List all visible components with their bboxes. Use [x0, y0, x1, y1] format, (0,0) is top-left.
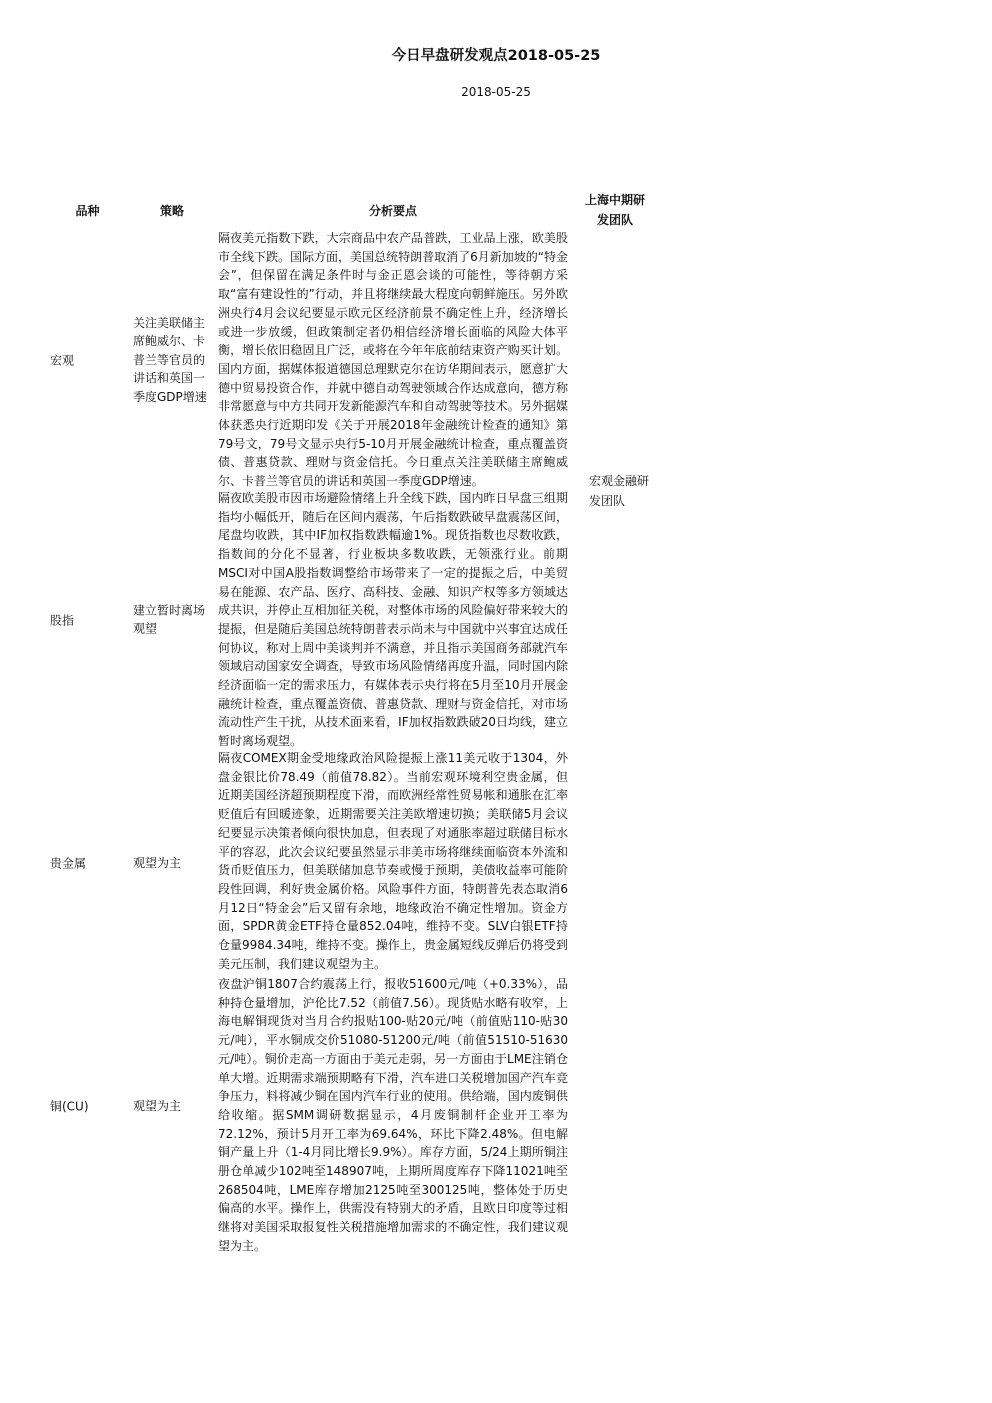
column-header-strategy: 策略 — [159, 204, 184, 218]
table-row-precious-metals — [0, 749, 992, 976]
variety-cell: 铜(CU) — [50, 1099, 89, 1113]
analysis-cell: 隔夜美元指数下跌，大宗商品中农产品普跌，工业品上涨，欧美股市全线下跌。国际方面，美国总统特朗普取消了6月新加坡的“特金会”，但保留在满足条件时与金正恩会谈的可能性，等待朝方采取“富有建设性的”行动，并且将继续最大程度向朝鲜施压。另外欧洲央行4月会议纪要显示欧元区经济前景不确定性上升，经济增长或进一步放缓，但政策制定者仍相信经济增长面临的风险大体平衡，增长依旧稳固且广泛，或将在今年年底前结束资产购买计划。国内方面，据媒体报道德国总理默克尔在访华期间表示，愿意扩大德中贸易投资合作，并就中德自动驾驶领域合作达成意向，德方称非常愿意与中方共同开发新能源汽车和自动驾驶等技术。另外据媒体获悉央行近期印发《关于开展2018年金融统计检查的通知》第79号文，79号文显示央行5-10月开展金融统计检查，重点覆盖资债、普惠贷款、理财与资金信托。今日重点关注美联储主席鲍威尔、卡普兰等官员的讲话和英国一季度GDP增速。 — [218, 231, 568, 489]
strategy-cell: 关注美联储主席鲍威尔、卡普兰等官员的讲话和英国一季度GDP增速 — [133, 315, 207, 404]
table-row-copper — [0, 975, 992, 1253]
strategy-cell: 观望为主 — [133, 855, 182, 870]
analysis-cell: 夜盘沪铜1807合约震荡上行，报收51600元/吨（+0.33%），品种持仓量增加，沪伦比7.52（前值7.56）。现货贴水略有收窄，上海电解铜现货对当月合约报贴100-贴20元/吨（前值贴110-贴30元/吨），平水铜成交价51080-51200元/吨（前值51510-51630元/吨）。铜价走高一方面由于美元走弱，另一方面由于LME注销仓单大增。近期需求端预期略有下滑，汽车进口关税增加国产汽车竞争压力，料将减少铜在国内汽车行业的使用。供给端，国内废铜供给收缩。据SMM调研数据显示，4月废铜制杆企业开工率为72.12%，预计5月开工率为69.64%，环比下降2.48%。但电解铜产量上升（1-4月同比增长9.9%）。库存方面，5/24上期所铜注册仓单减少102吨至148907吨，上期所周度库存下降11021吨至268504吨，LME库存增加2125吨至300125吨，整体处于历史偏高的水平。操作上，供需没有特别大的矛盾，且欧日印度等过相继将对美国采取报复性关税措施增加需求的不确定性，我们建议观望为主。 — [218, 977, 568, 1253]
variety-cell: 宏观 — [50, 353, 75, 367]
table-row-macro — [0, 229, 992, 490]
page-title: 今日早盘研发观点2018-05-25 — [391, 48, 601, 64]
report-date: 2018-05-25 — [461, 85, 531, 99]
column-header-variety: 品种 — [75, 204, 100, 218]
column-header-analysis: 分析要点 — [368, 204, 417, 218]
analysis-cell: 隔夜欧美股市因市场避险情绪上升全线下跌，国内昨日早盘三组期指均小幅低开，随后在区间内震荡，午后指数跌破早盘震荡区间，尾盘均收跌，其中IF加权指数跌幅逾1%。现货指数也尽数收跌，指数间的分化不显著，行业板块多数收跌，无领涨行业。前期MSCI对中国A股指数调整给市场带来了一定的提振之后，中美贸易在能源、农产品、医疗、高科技、金融、知识产权等多方领域达成共识，并停止互相加征关税，对整体市场的风险偏好带来较大的提振，但是随后美国总统特朗普表示尚未与中国就中兴事宜达成任何协议，称对上周中美谈判并不满意，并且指示美国商务部就汽车领域启动国家安全调查，导致市场风险情绪再度升温，同时国内除经济面临一定的需求压力，有媒体表示央行将在5月至10月开展金融统计检查，重点覆盖资债、普惠贷款、理财与资金信托，对市场流动性产生干扰，从技术面来看，IF加权指数跌破20日均线，建立暂时离场观望。 — [218, 491, 568, 749]
strategy-cell: 观望为主 — [133, 1098, 182, 1113]
analysis-cell: 隔夜COMEX期金受地缘政治风险提振上涨11美元收于1304，外盘金银比价78.49（前值78.82）。当前宏观环境利空贵金属，但近期美国经济超预期程度下滑，而欧洲经常性贸易帐和通胀在汇率贬值后有回暖迹象，近期需要关注美欧增速切换；美联储5月会议纪要显示决策者倾向很快加息，但表现了对通胀率超过联储目标水平的容忍，此次会议纪要虽然显示非美市场将继续面临资本外流和货币贬值压力，但美联储加息节奏或慢于预期，美债收益率可能阶段性回调，利好贵金属价格。风险事件方面，特朗普先表态取消6月12日“特金会”后又留有余地，地缘政治不确定性增加。资金方面，SPDR黄金ETF持仓量852.04吨，维持不变。SLV白银ETF持仓量9984.34吨，维持不变。操作上，贵金属短线反弹后仍将受到美元压制，我们建议观望为主。 — [218, 751, 568, 971]
variety-cell: 股指 — [50, 613, 75, 627]
variety-cell: 贵金属 — [50, 856, 87, 870]
table-row-index-futures — [0, 489, 992, 750]
strategy-cell: 建立暂时离场观望 — [133, 603, 206, 636]
team-name: 宏观金融研发团队 — [589, 474, 650, 508]
column-header-team: 上海中期研发团队 — [585, 193, 646, 227]
